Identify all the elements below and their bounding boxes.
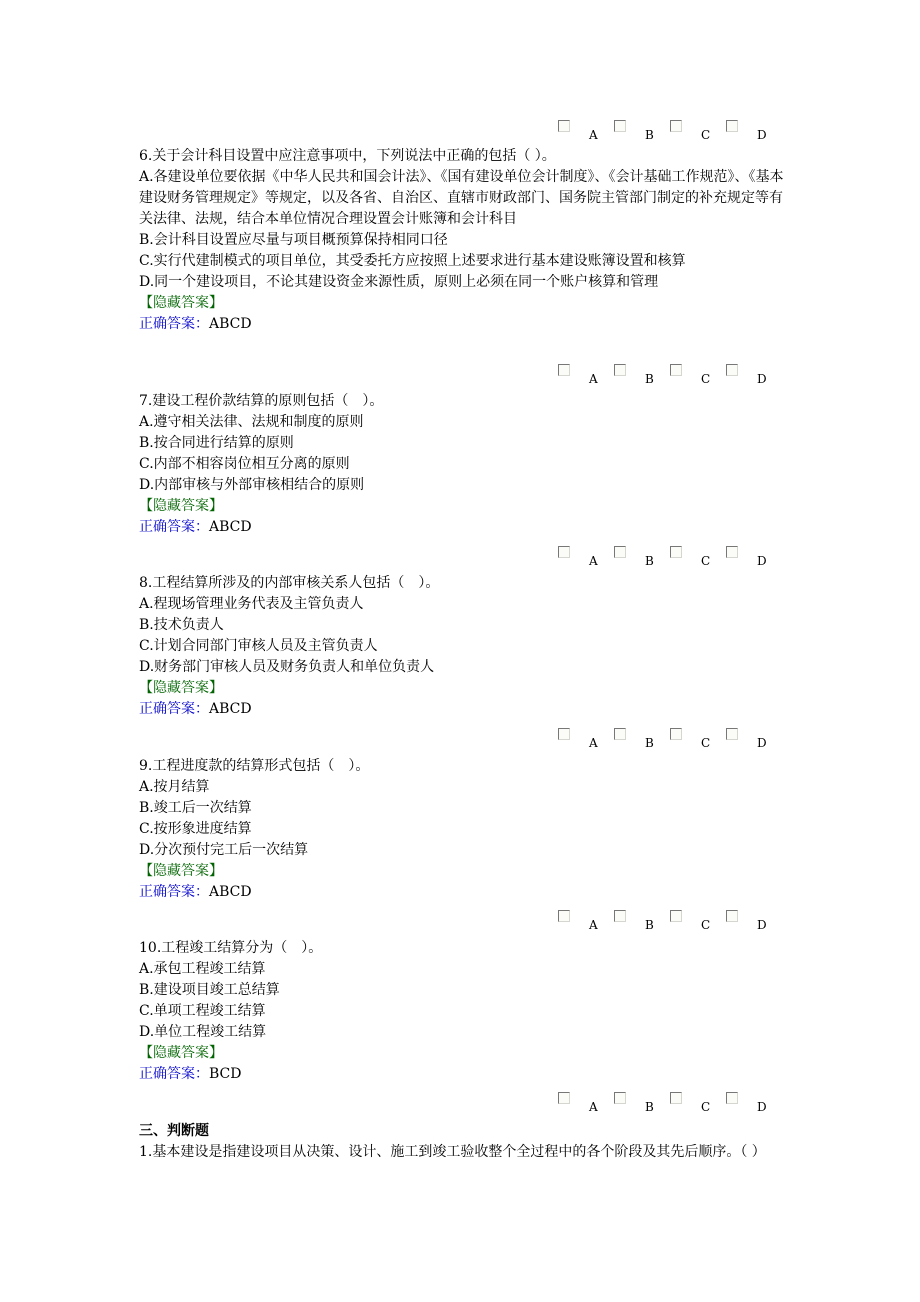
choice-letter: C bbox=[701, 554, 711, 568]
question-stem: 7.建设工程价款结算的原则包括（ ）。 bbox=[139, 393, 384, 409]
option-b: B.竣工后一次结算 bbox=[139, 800, 252, 816]
option-d: D.内部审核与外部审核相结合的原则 bbox=[139, 477, 365, 493]
section-title: 三、判断题 bbox=[139, 1123, 209, 1139]
checkbox-d[interactable] bbox=[726, 1092, 738, 1104]
option-c: C.计划合同部门审核人员及主管负责人 bbox=[139, 638, 378, 654]
choice-letter: B bbox=[645, 554, 654, 568]
question-6 bbox=[139, 146, 789, 335]
choice-letter: C bbox=[701, 372, 711, 386]
answer-label: 正确答案： bbox=[139, 519, 209, 535]
question-10 bbox=[139, 938, 789, 1085]
hide-answer-toggle[interactable]: 【隐藏答案】 bbox=[139, 498, 223, 514]
option-c: C.内部不相容岗位相互分离的原则 bbox=[139, 456, 350, 472]
checkbox-a[interactable] bbox=[558, 546, 570, 558]
question-stem: 1.基本建设是指建设项目从决策、设计、施工到竣工验收整个全过程中的各个阶段及其先后顺序。（ ） bbox=[139, 1144, 766, 1160]
checkbox-b[interactable] bbox=[614, 364, 626, 376]
answer-label: 正确答案： bbox=[139, 1066, 209, 1082]
hide-answer-toggle[interactable]: 【隐藏答案】 bbox=[139, 295, 223, 311]
choice-letter: A bbox=[589, 1100, 598, 1114]
question-stem: 10.工程竣工结算分为（ ）。 bbox=[139, 940, 323, 956]
question-stem: 9.工程进度款的结算形式包括（ ）。 bbox=[139, 758, 370, 774]
checkbox-c[interactable] bbox=[670, 546, 682, 558]
choice-letter: D bbox=[757, 554, 767, 568]
option-c: C.实行代建制模式的项目单位，其受委托方应按照上述要求进行基本建设账簿设置和核算 bbox=[139, 253, 686, 269]
choice-letter: B bbox=[645, 1100, 654, 1114]
answer-label: 正确答案： bbox=[139, 884, 209, 900]
hide-answer-toggle[interactable]: 【隐藏答案】 bbox=[139, 863, 223, 879]
choice-letter: A bbox=[589, 918, 598, 932]
choice-letter: B bbox=[645, 736, 654, 750]
option-d: D.财务部门审核人员及财务负责人和单位负责人 bbox=[139, 659, 435, 675]
answer-label: 正确答案： bbox=[139, 701, 209, 717]
question-7 bbox=[139, 391, 789, 538]
question-stem: 6.关于会计科目设置中应注意事项中，下列说法中正确的包括（ ）。 bbox=[139, 148, 556, 164]
hide-answer-toggle[interactable]: 【隐藏答案】 bbox=[139, 680, 223, 696]
choice-row-top bbox=[558, 120, 778, 142]
choice-letter: D bbox=[757, 128, 767, 142]
choice-letter: B bbox=[645, 372, 654, 386]
question-9 bbox=[139, 756, 789, 903]
option-a: A.按月结算 bbox=[139, 779, 210, 795]
choice-letter: C bbox=[701, 736, 711, 750]
checkbox-d[interactable] bbox=[726, 546, 738, 558]
choice-letter: A bbox=[589, 736, 598, 750]
choice-letter: D bbox=[757, 918, 767, 932]
checkbox-a[interactable] bbox=[558, 120, 570, 132]
checkbox-d[interactable] bbox=[726, 364, 738, 376]
checkbox-b[interactable] bbox=[614, 120, 626, 132]
checkbox-c[interactable] bbox=[670, 120, 682, 132]
choice-row-q6 bbox=[558, 364, 778, 386]
choice-row-q9 bbox=[558, 910, 778, 932]
option-b: B.会计科目设置应尽量与项目概预算保持相同口径 bbox=[139, 232, 448, 248]
option-b: B.按合同进行结算的原则 bbox=[139, 435, 294, 451]
answer-value: ABCD bbox=[209, 519, 252, 535]
choice-row-q7 bbox=[558, 546, 778, 568]
checkbox-a[interactable] bbox=[558, 910, 570, 922]
checkbox-b[interactable] bbox=[614, 1092, 626, 1104]
checkbox-b[interactable] bbox=[614, 910, 626, 922]
choice-letter: A bbox=[589, 372, 598, 386]
answer-value: ABCD bbox=[209, 701, 252, 717]
choice-letter: C bbox=[701, 1100, 711, 1114]
checkbox-a[interactable] bbox=[558, 728, 570, 740]
question-8 bbox=[139, 573, 789, 720]
checkbox-d[interactable] bbox=[726, 910, 738, 922]
option-a: A.各建设单位要依据《中华人民共和国会计法》、《国有建设单位会计制度》、《会计基础工作规范》、《基本建设财务管理规定》等规定，以及各省、自治区、直辖市财政部门、国务院主管部门制定的补充规定等有关法律、法规，结合本单位情况合理设置会计账簿和会计科目 bbox=[139, 169, 784, 227]
hide-answer-toggle[interactable]: 【隐藏答案】 bbox=[139, 1045, 223, 1061]
choice-letter: A bbox=[589, 554, 598, 568]
choice-letter: D bbox=[757, 372, 767, 386]
answer-value: ABCD bbox=[209, 884, 252, 900]
option-c: C.单项工程竣工结算 bbox=[139, 1003, 266, 1019]
checkbox-c[interactable] bbox=[670, 364, 682, 376]
choice-letter: B bbox=[645, 918, 654, 932]
checkbox-c[interactable] bbox=[670, 1092, 682, 1104]
answer-label: 正确答案： bbox=[139, 316, 209, 332]
option-c: C.按形象进度结算 bbox=[139, 821, 252, 837]
option-a: A.遵守相关法律、法规和制度的原则 bbox=[139, 414, 364, 430]
judge-question-1 bbox=[139, 1142, 789, 1163]
option-a: A.程现场管理业务代表及主管负责人 bbox=[139, 596, 364, 612]
checkbox-d[interactable] bbox=[726, 120, 738, 132]
checkbox-b[interactable] bbox=[614, 728, 626, 740]
choice-letter: C bbox=[701, 128, 711, 142]
choice-letter: A bbox=[589, 128, 598, 142]
checkbox-c[interactable] bbox=[670, 728, 682, 740]
choice-letter: D bbox=[757, 1100, 767, 1114]
option-d: D.单位工程竣工结算 bbox=[139, 1024, 267, 1040]
option-a: A.承包工程竣工结算 bbox=[139, 961, 266, 977]
choice-row-q8 bbox=[558, 728, 778, 750]
checkbox-a[interactable] bbox=[558, 1092, 570, 1104]
checkbox-b[interactable] bbox=[614, 546, 626, 558]
option-b: B.建设项目竣工总结算 bbox=[139, 982, 280, 998]
choice-letter: D bbox=[757, 736, 767, 750]
checkbox-a[interactable] bbox=[558, 364, 570, 376]
option-d: D.分次预付完工后一次结算 bbox=[139, 842, 309, 858]
option-d: D.同一个建设项目，不论其建设资金来源性质，原则上必须在同一个账户核算和管理 bbox=[139, 274, 659, 290]
answer-value: BCD bbox=[209, 1066, 242, 1082]
question-stem: 8.工程结算所涉及的内部审核关系人包括（ ）。 bbox=[139, 575, 440, 591]
choice-letter: C bbox=[701, 918, 711, 932]
answer-value: ABCD bbox=[209, 316, 252, 332]
checkbox-d[interactable] bbox=[726, 728, 738, 740]
checkbox-c[interactable] bbox=[670, 910, 682, 922]
choice-row-q10 bbox=[558, 1092, 778, 1114]
choice-letter: B bbox=[645, 128, 654, 142]
option-b: B.技术负责人 bbox=[139, 617, 224, 633]
